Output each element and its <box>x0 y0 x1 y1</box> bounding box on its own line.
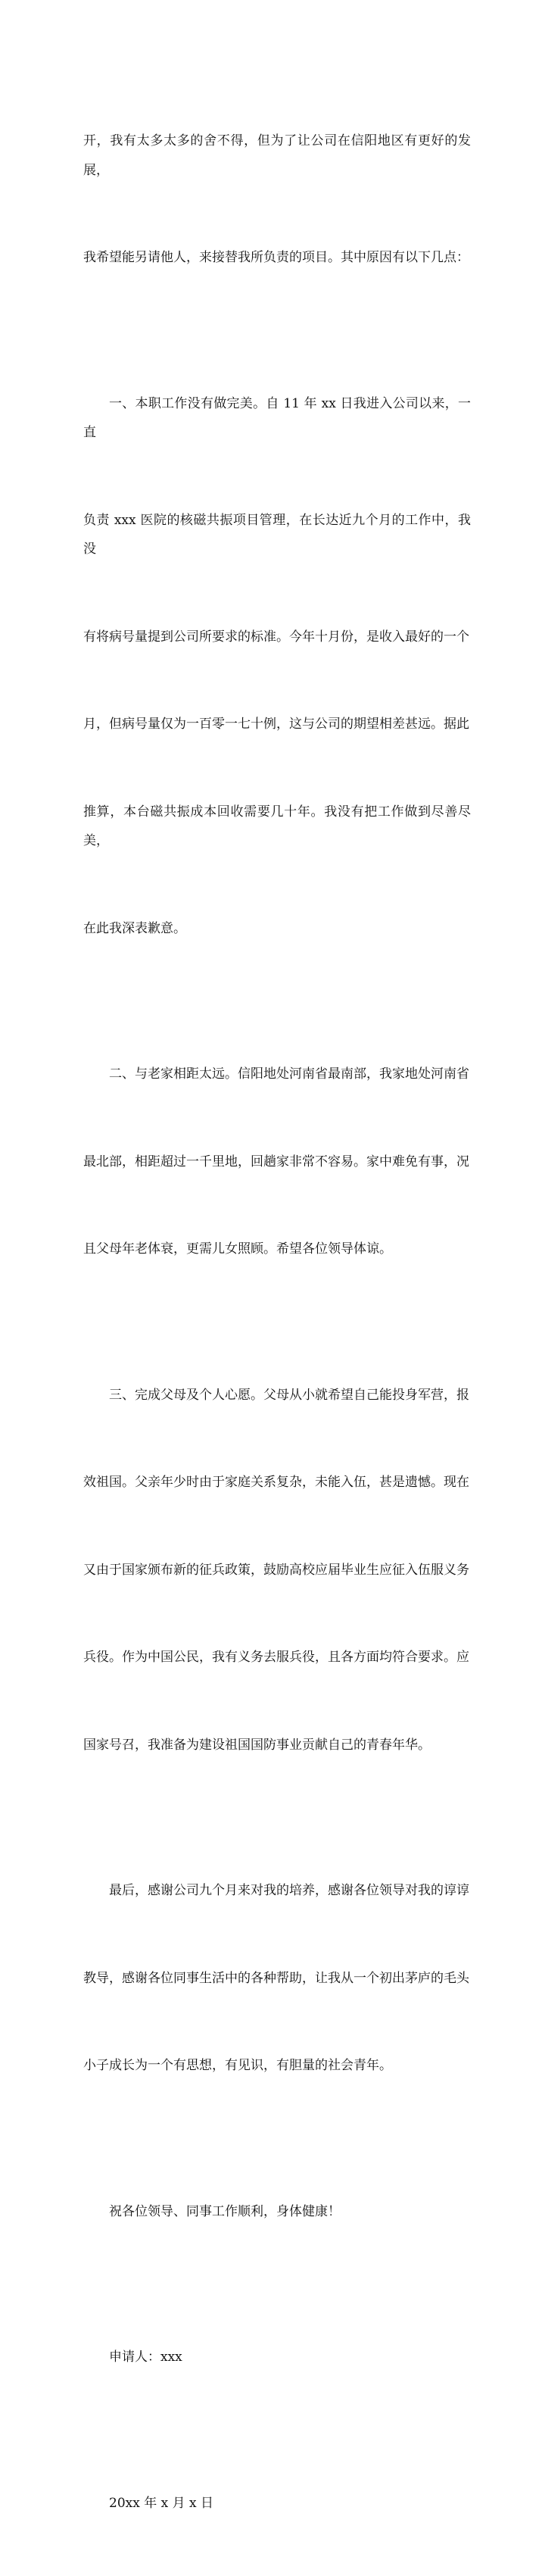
text-line: 二、与老家相距太远。信阳地处河南省最南部，我家地处河南省 <box>83 1060 471 1089</box>
paragraph-thanks <box>83 1818 471 2139</box>
date-line <box>83 2431 471 2576</box>
text-line: 一、本职工作没有做完美。自 11 年 xx 日我进入公司以来，一直 <box>83 389 471 448</box>
text-line: 三、完成父母及个人心愿。父母从小就希望自己能投身军营，报 <box>83 1381 471 1410</box>
paragraph-reason-1 <box>83 331 471 1002</box>
letter-body <box>83 68 471 2576</box>
text-line: 兵役。作为中国公民，我有义务去服兵役，且各方面均符合要求。应 <box>83 1643 471 1672</box>
text-line: 祝各位领导、同事工作顺利，身体健康！ <box>83 2197 471 2227</box>
text-line: 教导，感谢各位同事生活中的各种帮助，让我从一个初出茅庐的毛头 <box>83 1964 471 1994</box>
text-line: 负责 xxx 医院的核磁共振项目管理，在长达近九个月的工作中，我没 <box>83 506 471 564</box>
text-line: 又由于国家颁布新的征兵政策，鼓励高校应届毕业生应征入伍服义务 <box>83 1556 471 1585</box>
text-line: 最后，感谢公司九个月来对我的培养，感谢各位领导对我的谆谆 <box>83 1876 471 1906</box>
paragraph-wish <box>83 2139 471 2285</box>
text-line: 20xx 年 x 月 x 日 <box>83 2489 471 2518</box>
text-line: 有将病号量提到公司所要求的标准。今年十月份，是收入最好的一个 <box>83 623 471 652</box>
text-line: 申请人：xxx <box>83 2343 471 2372</box>
paragraph-intro <box>83 68 471 331</box>
applicant-line <box>83 2284 471 2431</box>
text-line: 月，但病号量仅为一百零一七十例，这与公司的期望相差甚远。据此 <box>83 710 471 739</box>
paragraph-reason-3 <box>83 1322 471 1819</box>
document-page <box>0 0 545 771</box>
text-line: 在此我深表歉意。 <box>83 914 471 944</box>
text-line: 我希望能另请他人，来接替我所负责的项目。其中原因有以下几点： <box>83 243 471 273</box>
text-line: 且父母年老体衰，更需儿女照顾。希望各位领导体谅。 <box>83 1235 471 1264</box>
text-line: 国家号召，我准备为建设祖国国防事业贡献自己的青春年华。 <box>83 1731 471 1760</box>
text-line: 最北部，相距超过一千里地，回趟家非常不容易。家中难免有事，况 <box>83 1147 471 1177</box>
text-line: 效祖国。父亲年少时由于家庭关系复杂，未能入伍，甚是遗憾。现在 <box>83 1468 471 1497</box>
text-line: 开，我有太多太多的舍不得，但为了让公司在信阳地区有更好的发展， <box>83 126 471 185</box>
text-line: 小子成长为一个有思想，有见识，有胆量的社会青年。 <box>83 2051 471 2081</box>
paragraph-reason-2 <box>83 1001 471 1322</box>
text-line: 推算，本台磁共振成本回收需要几十年。我没有把工作做到尽善尽美， <box>83 798 471 856</box>
